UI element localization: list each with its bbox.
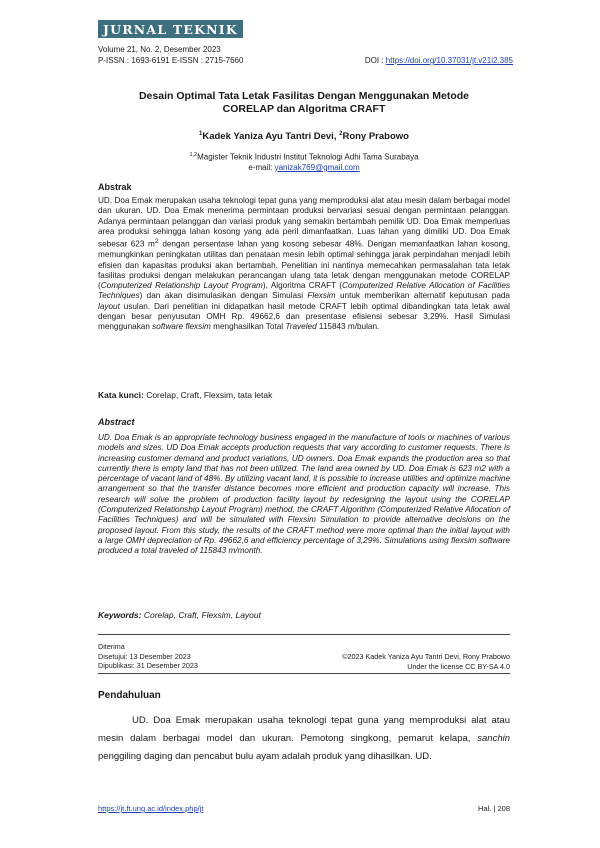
doi-info [365, 55, 513, 66]
keywords-value: Corelap, Craft, Flexsim, Layout [141, 610, 261, 620]
keywords-label: Keywords: [98, 610, 142, 620]
abstrak-heading: Abstrak [98, 182, 132, 192]
affiliation-sup: 1,2 [189, 152, 198, 158]
title-line-1: Desain Optimal Tata Letak Fasilitas Dengan Menggunakan Metode [138, 90, 470, 102]
author1: Kadek Yaniza Ayu Tantri Devi, [202, 131, 340, 143]
abstract-body: UD. Doa Emak is an appropriate technology business engaged in the manufacture of tools or machines of various models and sizes. UD Doa Emak accepts production requests that vary according to customer requests. There is increasing customer demand and product variations, UD owners. Doa Emak expands the production area so that currently there is empty land that has not been utilized. The land area owned by UD. Doa Emak is 623 m2 with a percentage of vacant land of 48%. By utilizing vacant land, it is possible to increase utilities and optimize machine arrangement so that the transfer distance becomes more efficient and production capacity will increase. This research will solve the problem of production facility layout by redesigning the layout using the CORELAP (Computerized Relationship Layout Program) method, the CRAFT Algorithm (Computerized Relative Allocation of Facilities Techniques) and will be simulated with Flexsim Simulation to provide alternative decisions on the proposed layout. From this study, the results of the CRAFT method were more optimal than the initial layout with a large OMH depreciation of Rp. 49662,6 and efficiency percentage of 3,29%. Simulations using flexsim software produced a total traveled of 115843 m/month. [98, 433, 510, 556]
date-approved: Disetujui: 13 Desember 2023 [98, 651, 191, 661]
author2: Rony Prabowo [342, 131, 409, 143]
footer-url [98, 804, 203, 813]
email-label: e-mail: [248, 162, 275, 172]
journal-meta [98, 44, 243, 66]
abstrak-text: ), Algoritma CRAFT ( [262, 281, 343, 291]
kata-kunci-label: Kata kunci: [98, 390, 144, 400]
kata-kunci [98, 390, 510, 400]
abstrak-text: usulan. Dari penelitian ini didapatkan hasil metode CRAFT lebih optimal dibandingkan tata letak awal dengan besar penyusutan OMH Rp. 49662,6 dan presentase efisiensi sebesar 3,29%. Hasil Simulasi menggunakan [98, 301, 510, 332]
abstrak-text: untuk memberikan alternatif keputusan pada [335, 291, 510, 301]
abstrak-italic: layout [98, 301, 120, 311]
author1-sup: 1 [199, 131, 203, 137]
affiliation: Magister Teknik Industri Institut Teknologi Adhi Tama Surabaya [197, 152, 419, 162]
divider-top [98, 634, 510, 635]
divider-bottom [98, 673, 510, 674]
title-line-2: CORELAP dan Algoritma CRAFT [222, 103, 386, 115]
abstrak-italic: Flexsim [307, 291, 336, 301]
volume-info: Volume 21, No. 2, Desember 2023 [98, 45, 221, 54]
dates-block [98, 642, 198, 671]
kata-kunci-value: Corelap, Craft, Flexsim, tata letak [143, 390, 273, 400]
doi-link[interactable]: https://doi.org/10.37031/jt.v21i2.385 [385, 56, 513, 65]
journal-logo: JURNAL TEKNIK [98, 20, 243, 38]
abstrak-italic: Traveled [285, 322, 317, 332]
abstrak-italic: Computerized Relationship Layout Program [100, 281, 263, 291]
abstrak-body [98, 196, 510, 333]
abstrak-italic: software flexsim [152, 322, 211, 332]
pendahuluan-text: penggiling daging dan pencabut bulu ayam adalah produk yang dihasilkan. UD. [98, 751, 432, 762]
doi-label: DOI : [364, 56, 386, 65]
date-published: Dipublikasi: 31 Desember 2023 [98, 661, 198, 670]
keywords [98, 610, 510, 620]
abstrak-italic: Computerized Relative Allocation of Facilities Techniques [98, 281, 510, 301]
article-title [98, 90, 510, 116]
affiliation-block [98, 150, 510, 173]
author2-sup: 2 [339, 131, 343, 137]
pendahuluan-text: UD. Doa Emak merupakan usaha teknologi tepat guna yang memproduksi alat atau mesin dalam berbagai model dan ukuran. Pemotong singkong, pemarut kelapa, [98, 715, 510, 744]
pendahuluan-body [98, 712, 510, 766]
abstract-heading: Abstract [98, 417, 135, 427]
pendahuluan-heading: Pendahuluan [98, 690, 161, 701]
license-block [342, 652, 510, 671]
superscript: 2 [154, 238, 159, 246]
abstrak-text: 115843 m/bulan. [316, 322, 380, 332]
abstrak-text: menghasilkan Total [210, 322, 286, 332]
page-number: Hal. | 208 [478, 804, 510, 813]
date-received: Diterima [98, 642, 125, 651]
authors [98, 128, 510, 143]
abstrak-text: UD. Doa Emak merupakan usaha teknologi tepat guna yang memproduksi alat atau mesin dalam berbagai model dan ukuran. UD. Doa Emak menerima permintaan produksi bervariasi sesuai dengan permintaan pelanggan. Adanya permintaan pelanggan dan variasi produk yang semakin bertambah pemilik UD. Doa Emak memperluas area produksi sehingga lahan kosong yang ada peril dimanfaatkan. Luas lahan yang dimiliki UD. Doa Emak sebesar 623 m [98, 196, 510, 249]
license-text: Under the license CC BY-SA 4.0 [407, 661, 510, 671]
abstrak-text: ) dan akan disimulasikan dengan Simulasi [139, 291, 308, 301]
copyright: ©2023 Kadek Yaniza Ayu Tantri Devi, Rony Prabowo [342, 652, 510, 661]
issn-info: P-ISSN : 1693-6191 E-ISSN : 2715-7660 [98, 56, 244, 65]
pendahuluan-italic: sanchin [477, 733, 510, 744]
abstrak-text: dengan persentase lahan yang kosong sebesar 48%. Dengan memanfaatkan lahan kosong, memungkinkan peningkatan utilitas dan penataan mesin lebih optimal sehingga jarak perpindahan menjadi lebih efisien dan kapasitas produksi akan bertambah. Penelitian ini nantinya memecahkan permasalahan tata letak fasilitas produksi dengan melakukan perancangan ulang tata letak dengan menggunakan metode CORELAP ( [98, 239, 510, 291]
email-link[interactable]: yanizak769@gmail.com [274, 162, 360, 172]
journal-url-link[interactable]: https://jt.ft.ung.ac.id/index.php/jt [98, 804, 204, 813]
